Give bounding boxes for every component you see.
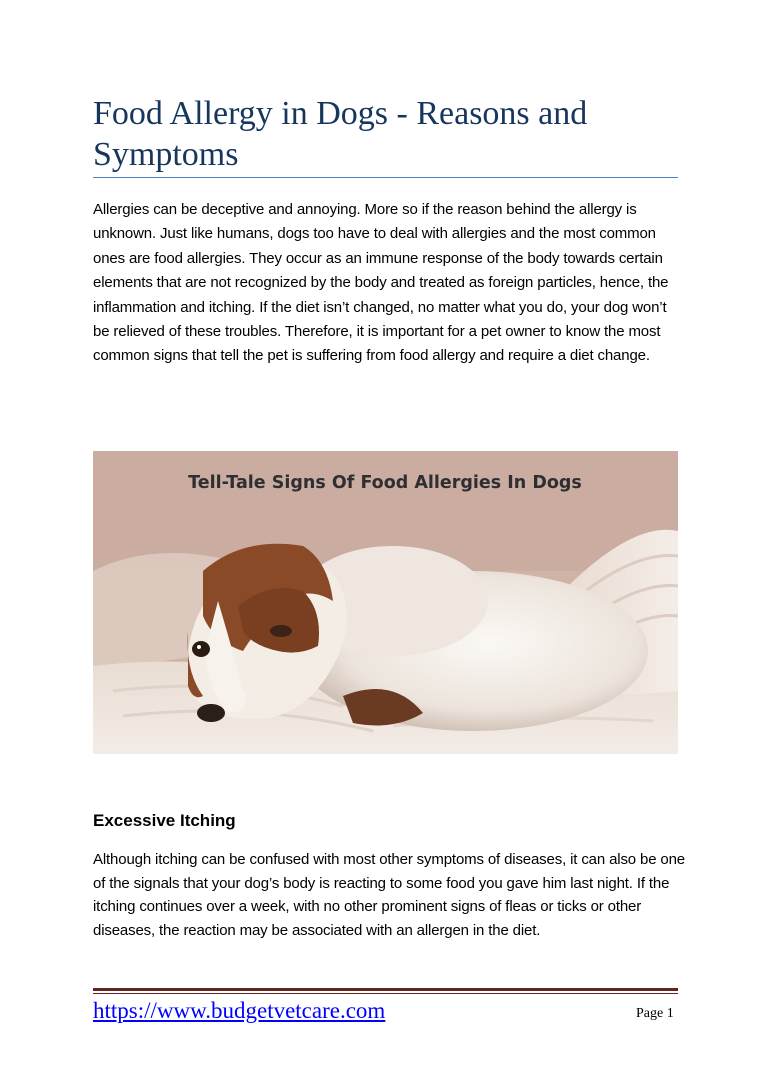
section-heading: Excessive Itching [93,811,236,830]
figure-caption: Tell-Tale Signs Of Food Allergies In Dogs [188,473,582,493]
footer-website-link[interactable]: https://www.budgetvetcare.com [93,998,386,1023]
title-underline [93,177,678,178]
page-number: Page 1 [636,1006,674,1021]
footer-rule-thin [93,993,678,994]
footer-rule [93,988,678,991]
section-paragraph: Although itching can be confused with most other symptoms of diseases, it can also be one of the signals that your dog’s body is reacting to some food you gave him last night. If the itching continues over a week, with no other prominent signs of fleas or ticks or other diseases, the reaction may be associated with an allergen in the diet. [93,851,685,939]
document-title: Food Allergy in Dogs - Reasons and Symptoms [93,95,588,173]
dog-allergy-image [93,451,678,754]
intro-paragraph: Allergies can be deceptive and annoying. More so if the reason behind the allergy is unknown. Just like humans, dogs too have to deal with allergies and the most common ones are food allergies. They occur as an immune response of the body towards certain elements that are not recognized by the body and treated as foreign particles, hence, the inflammation and itching. If the diet isn’t changed, no matter what you do, your dog won’t be relieved of these troubles. Therefore, it is important for a pet owner to know the most common signs that tell the pet is suffering from food allergy and require a diet change. [93,201,669,365]
